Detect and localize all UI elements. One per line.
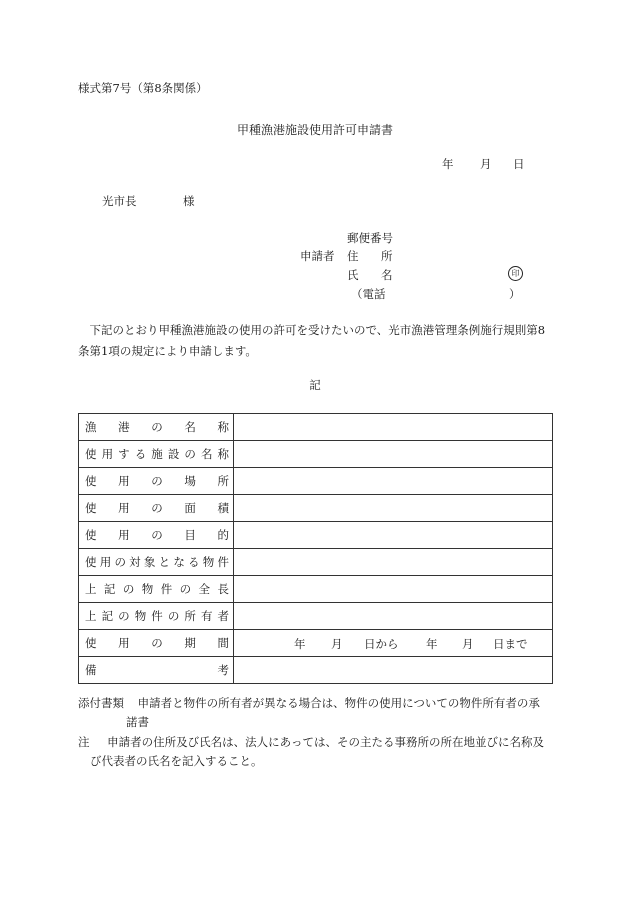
row-label-char: 積 [217, 501, 229, 515]
row-label-char: と [158, 555, 171, 569]
period-year1-label: 年 [294, 637, 306, 651]
row-label-char: 用 [101, 447, 114, 461]
row-label-char: 使 [85, 555, 97, 569]
row-label-char: 用 [118, 501, 130, 515]
row-label-char: の [122, 582, 135, 596]
table-row [79, 576, 553, 603]
row-label-char: 有 [200, 609, 213, 623]
table-row [79, 630, 553, 657]
row-label-char: 物 [202, 555, 215, 569]
attachment-label: 添付書類 [78, 696, 124, 710]
name-label-1: 氏 [347, 268, 359, 282]
period-month1-label: 月 [331, 637, 343, 651]
row-label-char: 全 [198, 582, 211, 596]
row-label-char: 長 [217, 582, 229, 596]
row-label-char: の [151, 528, 163, 542]
row-label-char: 使 [85, 501, 97, 515]
row-label [79, 603, 234, 630]
row-label-char: る [134, 447, 147, 461]
ki-heading: 記 [309, 378, 321, 392]
addressee-name: 光市長 [102, 194, 137, 208]
row-label-char: 称 [217, 420, 229, 434]
row-value-field[interactable] [234, 441, 553, 468]
row-label-char: な [173, 555, 185, 569]
application-table [78, 413, 553, 684]
row-label-char: 備 [85, 663, 97, 677]
row-label-char: 象 [143, 555, 156, 569]
row-label-char: 名 [200, 447, 213, 461]
phone-close-paren: ） [509, 287, 521, 301]
period-labels [234, 630, 552, 656]
row-label-char: 所 [217, 474, 229, 488]
row-label-char: 上 [85, 582, 97, 596]
row-value-field[interactable] [234, 495, 553, 522]
row-label-char: 用 [99, 555, 112, 569]
row-label-char: る [188, 555, 200, 569]
row-label [79, 576, 234, 603]
row-label-char: 面 [184, 501, 196, 515]
postal-code-label: 郵便番号 [347, 231, 393, 245]
period-year2-label: 年 [426, 637, 438, 651]
address-label-2: 所 [381, 249, 393, 263]
row-label-char: 上 [85, 609, 97, 623]
row-label-text [85, 500, 229, 516]
row-label-char: の [151, 420, 163, 434]
row-label [79, 657, 234, 684]
row-label-char: 用 [118, 474, 130, 488]
row-label-char: 使 [85, 636, 97, 650]
row-label-char: の [167, 609, 180, 623]
row-label-char: 場 [184, 474, 196, 488]
row-label [79, 630, 234, 657]
row-label [79, 414, 234, 441]
row-label-char: 物 [141, 582, 154, 596]
row-label-char: 設 [167, 447, 180, 461]
date-day-label: 日 [513, 157, 525, 171]
address-label-1: 住 [347, 249, 359, 263]
row-label [79, 495, 234, 522]
note-text-line-1: 申請者の住所及び氏名は、法人にあっては、その主たる事務所の所在地並びに名称及 [107, 735, 545, 749]
row-label-char: の [118, 609, 130, 623]
row-label-char: 港 [118, 420, 130, 434]
row-value-field[interactable] [234, 549, 553, 576]
row-label-char: 的 [217, 528, 229, 542]
row-label-char: の [184, 447, 196, 461]
row-value-field[interactable] [234, 414, 553, 441]
row-label [79, 441, 234, 468]
row-value-field[interactable] [234, 657, 553, 684]
table-row [79, 657, 553, 684]
row-label-char: 間 [217, 636, 229, 650]
body-paragraph: 下記のとおり甲種漁港施設の使用の許可を受けたいので、光市漁港管理条例施行規則第8条第1項の規定により申請します。 [78, 323, 546, 358]
row-label-text [85, 581, 229, 597]
row-value-field[interactable] [234, 576, 553, 603]
date-year-label: 年 [442, 157, 454, 171]
row-value-field[interactable] [234, 468, 553, 495]
note-text-line-2: び代表者の氏名を記入すること。 [90, 754, 263, 768]
row-label-char: 使 [85, 447, 97, 461]
row-label-char: 使 [85, 528, 97, 542]
row-label-char: 名 [184, 420, 196, 434]
row-value-field[interactable] [234, 603, 553, 630]
name-label-2: 名 [381, 268, 393, 282]
row-label-text [85, 608, 229, 624]
row-label-char: 目 [184, 528, 196, 542]
row-label-char: 考 [217, 663, 229, 677]
date-month-label: 月 [480, 157, 492, 171]
remark-note [78, 734, 558, 750]
row-label-char: 対 [129, 555, 141, 569]
attachment-note [78, 695, 558, 711]
row-label-char: 件 [160, 582, 173, 596]
row-label-char: 漁 [85, 420, 97, 434]
attachment-text-line-1: 申請者と物件の所有者が異なる場合は、物件の使用についての物件所有者の承 [137, 696, 540, 710]
document-title: 甲種漁港施設使用許可申請書 [236, 123, 393, 137]
row-label-char: 使 [85, 474, 97, 488]
table-row [79, 468, 553, 495]
row-label-char: 称 [217, 447, 229, 461]
phone-label: （電話 [351, 287, 386, 301]
row-label-char: 物 [134, 609, 147, 623]
table-row [79, 603, 553, 630]
table-row [79, 414, 553, 441]
row-label-text [85, 473, 229, 489]
addressee-honorific: 様 [183, 194, 195, 208]
seal-mark: 印 [508, 266, 523, 281]
period-day-from-label: 日から [364, 637, 399, 651]
applicant-heading: 申請者 [300, 249, 335, 263]
row-label-text [85, 446, 229, 462]
row-label-text [85, 419, 229, 435]
row-label-char: の [151, 636, 163, 650]
row-label [79, 522, 234, 549]
row-label-char: 所 [184, 609, 196, 623]
row-label-char: 記 [103, 582, 116, 596]
period-day-to-label: 日まで [493, 637, 528, 651]
row-value-field[interactable] [234, 522, 553, 549]
row-label-text [85, 662, 229, 678]
table-row [79, 495, 553, 522]
attachment-text-line-2: 諾書 [126, 715, 149, 729]
row-label-text [85, 635, 229, 651]
row-label [79, 549, 234, 576]
row-label-char: の [151, 474, 163, 488]
form-number: 様式第7号（第8条関係） [78, 81, 208, 95]
row-label-text [85, 527, 229, 543]
row-label-char: 件 [217, 555, 229, 569]
table-row [79, 441, 553, 468]
row-label-char: の [114, 555, 126, 569]
period-month2-label: 月 [462, 637, 474, 651]
table-row [79, 549, 553, 576]
table-row [79, 522, 553, 549]
row-label-text [85, 554, 229, 570]
row-label-char: 用 [118, 528, 130, 542]
row-label [79, 468, 234, 495]
row-label-char: 用 [118, 636, 130, 650]
row-label-char: 記 [101, 609, 114, 623]
note-label: 注 [78, 735, 90, 749]
row-label-char: す [118, 447, 130, 461]
row-value-field[interactable] [234, 630, 553, 657]
row-label-char: 者 [217, 609, 229, 623]
row-label-char: 期 [184, 636, 196, 650]
row-label-char: 施 [151, 447, 163, 461]
row-label-char: 件 [151, 609, 163, 623]
row-label-char: の [151, 501, 163, 515]
row-label-char: の [179, 582, 192, 596]
